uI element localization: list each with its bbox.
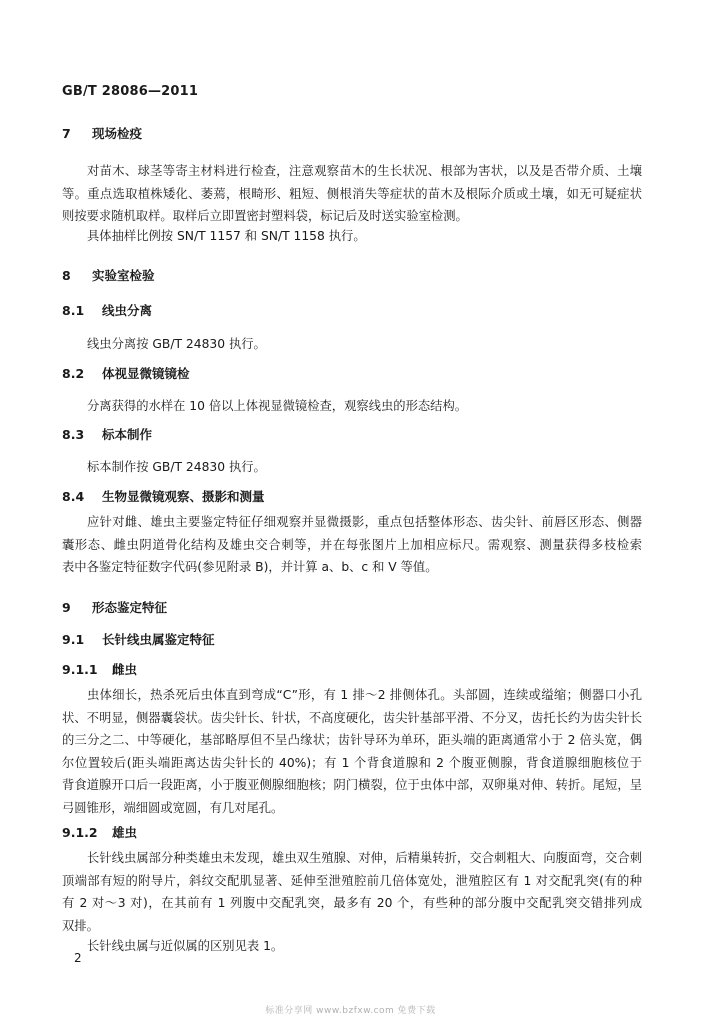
section-title: 生物显微镜观察、摄影和测量: [102, 489, 265, 504]
section-title: 实验室检验: [92, 268, 155, 283]
section-9-1-2-table-reference: 长针线虫属与近似属的区别见表 1。: [87, 939, 284, 953]
text-line: 囊形态、雌虫阴道骨化结构及雄虫交合刺等，并在每张图片上加相应标尺。需观察、测量获得多枝检索: [62, 537, 642, 552]
text-line: 应针对雌、雄虫主要鉴定特征仔细观察并显微摄影，重点包括整体形态、齿尖针、前唇区形态、侧器: [87, 515, 642, 529]
section-number: 7: [62, 126, 71, 141]
text-line: 表中各鉴定特征数字代码(参见附录 B)，并计算 a、b、c 和 V 等值。: [62, 560, 438, 574]
section-7-heading: [62, 124, 142, 142]
text-line: 虫体细长，热杀死后虫体直到弯成“C”形，有 1 排～2 排侧体孔。头部圆，连续或缢缩；侧器口小孔: [87, 688, 642, 702]
watermark: 标准分享网 www.bzfxw.com 免费下载: [265, 1006, 436, 1016]
section-title: 形态鉴定特征: [92, 600, 168, 615]
text-line: 弓圆锥形，端细圆或宽圆，有几对尾孔。: [62, 800, 284, 815]
section-title: 体视显微镜镜检: [102, 366, 190, 381]
section-9-heading: [62, 598, 167, 616]
section-7-paragraph: [62, 160, 642, 228]
section-8-4-heading: [62, 487, 265, 505]
section-8-2-heading: [62, 364, 190, 382]
text-line: 背食道腺开口后一段距离，小于腹亚侧腺细胞核；阴门横裂，位于虫体中部，双卵巢对伸、转折。尾短，呈: [62, 778, 642, 792]
section-title: 线虫分离: [102, 303, 153, 318]
section-8-3-text: 标本制作按 GB/T 24830 执行。: [87, 460, 266, 474]
section-number: 8: [62, 268, 71, 283]
section-number: 9.1: [62, 632, 85, 647]
text-line: 尔位置较后(距头端距离达齿尖针长的 40%)；有 1 个背食道腺和 2 个腹亚侧腺，背食道腺细胞核位于: [62, 755, 642, 770]
section-8-2-text: 分离获得的水样在 10 倍以上体视显微镜检查，观察线虫的形态结构。: [87, 399, 468, 413]
section-8-1-heading: [62, 301, 152, 319]
section-8-1-text: 线虫分离按 GB/T 24830 执行。: [87, 337, 266, 351]
section-9-1-1-paragraph: [62, 684, 642, 819]
section-number: 8.3: [62, 427, 85, 442]
section-9-1-heading: [62, 630, 215, 648]
text-line: 对苗木、球茎等寄主材料进行检查，注意观察苗木的生长状况、根部为害状，以及是否带介质、土壤: [87, 164, 642, 178]
text-line: 顶端部有短的附导片，斜纹交配肌显著、延伸至泄殖腔前几倍体宽处，泄殖腔区有 1 对交配乳突(有的种: [62, 873, 642, 888]
section-number: 9.1.2: [62, 825, 98, 840]
section-number: 8.4: [62, 489, 85, 504]
section-number: 8.2: [62, 366, 85, 381]
section-number: 8.1: [62, 303, 85, 318]
text-line: 长针线虫属部分种类雄虫未发现，雄虫双生殖腺、对伸，后精巢转折，交合刺粗大、向腹面弯，交合刺: [87, 851, 642, 865]
section-9-1-1-heading: [62, 660, 137, 678]
section-title: 雌虫: [112, 662, 138, 677]
section-number: 9.1.1: [62, 662, 98, 677]
section-8-heading: [62, 266, 155, 284]
section-title: 雄虫: [112, 825, 138, 840]
text-line: 则按要求随机取样。取样后立即置密封塑料袋，标记后及时送实验室检测。: [62, 209, 468, 223]
text-line: 状、不明显，侧器囊袋状。齿尖针长、针状，不高度硬化，齿尖针基部平滑、不分叉，齿托长约为齿尖针长: [62, 710, 642, 725]
standard-number: GB/T 28086—2011: [62, 84, 199, 99]
section-8-3-heading: [62, 425, 152, 443]
section-title: 标本制作: [102, 427, 153, 442]
section-7-sampling-text: 具体抽样比例按 SN/T 1157 和 SN/T 1158 执行。: [87, 229, 366, 243]
text-line: 双排。: [62, 918, 99, 933]
section-9-1-2-paragraph: [62, 847, 642, 937]
section-8-4-paragraph: [62, 511, 642, 579]
section-title: 现场检疫: [92, 126, 143, 141]
text-line: 等。重点选取植株矮化、萎蔫，根畸形、粗短、侧根消失等症状的苗木及根际介质或土壤，如无可疑症状: [62, 186, 642, 201]
section-number: 9: [62, 600, 71, 615]
text-line: 的三分之二、中等硬化，基部略厚但不呈凸缘状；齿针导环为单环，距头端的距离通常小于 2 倍头宽，偶: [62, 733, 642, 747]
section-title: 长针线虫属鉴定特征: [102, 632, 215, 647]
text-line: 有 2 对～3 对)，在其前有 1 列腹中交配乳突，最多有 20 个，有些种的部分腹中交配乳突交错排列成: [62, 896, 642, 910]
page-number: 2: [74, 951, 82, 965]
section-9-1-2-heading: [62, 823, 137, 841]
